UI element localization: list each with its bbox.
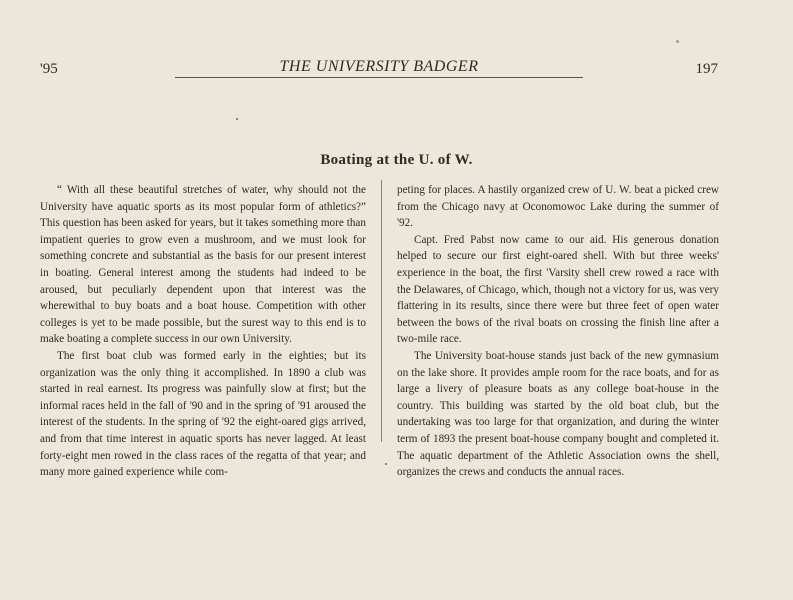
paper-speck: [385, 463, 387, 465]
paragraph: “ With all these beautiful stretches of water, why should not the University have aquatic sports as its most popular form of athletics?” This question has been asked for years, but it takes something more than impatient queries to grow even a mushroom, and we must look for something concrete and substantial as the basis for our present interest in boating. General interest among the students had indeed to be aroused, but peculiarly dependent upon that interest was the wherewithal to buy boats and a boat house. Competition with other colleges is yet to be made possible, but the surest way to this end is to make boating a complete success in our own University.: [40, 184, 366, 346]
header-year: '95: [40, 61, 58, 77]
paragraph: Capt. Fred Pabst now came to our aid. His generous donation helped to secure our first eight-oared shell. With but three weeks' experience in the boat, the first 'Varsity shell crew rowed a race with the Delawares, of Chicago, which, though not a victory for us, was very flattering in its results, since there were but three feet of open water between the bows of the rival boats on crossing the finish line after a two-mile race.: [397, 233, 719, 346]
paragraph: The University boat-house stands just back of the new gymnasium on the lake shore. It provides ample room for the race boats, and for as large a livery of pleasure boats as any college boat-house in the country. This building was started by the old boat club, but the undertaking was too large for that organization, and during the winter term of 1893 the present boat-house company bought and completed it. The aquatic department of the Athletic Association owns the shell, organizes the crews and conducts the annual races.: [397, 349, 719, 479]
paper-speck: [676, 40, 679, 43]
left-column: [40, 182, 366, 481]
running-header: [0, 58, 793, 80]
paragraph: The first boat club was formed early in the eighties; but its organization was the only thing it accomplished. In 1890 a club was started in real earnest. Its progress was painfully slow at first; but the informal races held in the fall of '90 and in the spring of '91 aroused the interest of the students. In the spring of '92 the eight-oared gigs arrived, and from that time interest in aquatic sports has never lagged. At least forty-eight men rowed in the class races of the regatta of that year; and many more gained experience while com-: [40, 349, 366, 479]
column-divider: [381, 180, 382, 442]
right-column: [397, 182, 719, 481]
paragraph: peting for places. A hastily organized crew of U. W. beat a picked crew from the Chicago navy at Oconomowoc Lake during the summer of '92.: [397, 184, 719, 230]
page-number: 197: [695, 61, 718, 77]
article-title: Boating at the U. of W.: [320, 152, 473, 168]
header-title: THE UNIVERSITY BADGER: [175, 58, 583, 78]
paper-speck: [236, 118, 238, 120]
